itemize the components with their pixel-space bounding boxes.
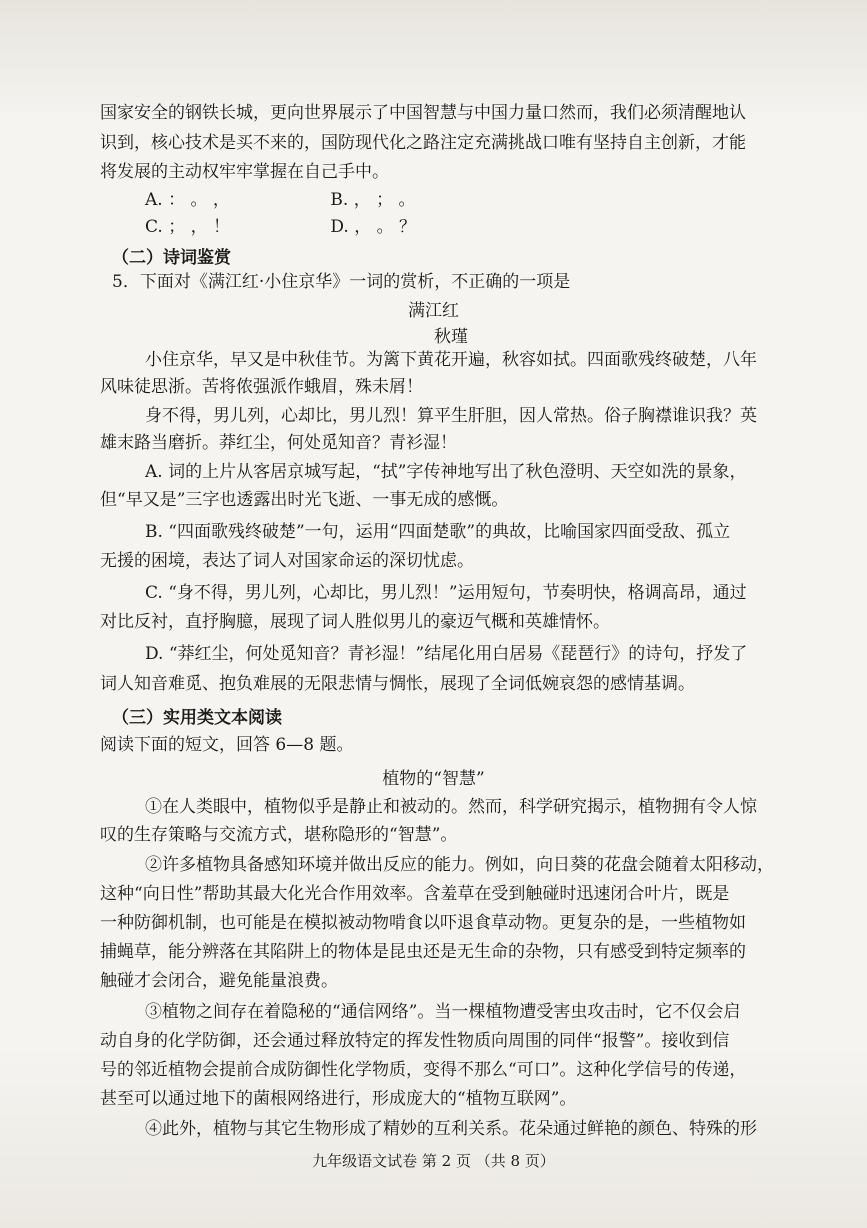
q4-option-a: A. ： 。 ， — [145, 190, 230, 210]
article-line: 叹的生存策略与交流方式，堪称隐形的“智慧”。 — [100, 825, 458, 845]
poem-line: 雄末路当磨折。莽红尘，何处觅知音？青衫湿！ — [100, 433, 457, 453]
choice-line: 词人知音难觅、抱负难展的无限悲情与惆怅，展现了全词低婉哀怨的感情基调。 — [100, 674, 695, 694]
article-line: 一种防御机制，也可能是在模拟被动物啃食以吓退食草动物。更复杂的是，一些植物如 — [100, 913, 746, 933]
choice-line: B. “四面歌残终破楚”一句，运用“四面楚歌”的典故，比喻国家四面受敌、孤立 — [145, 522, 731, 542]
article-line: 触碰才会闭合，避免能量浪费。 — [100, 971, 338, 991]
page-footer: 九年级语文试卷 第 2 页 （共 8 页） — [312, 1152, 555, 1170]
choice-line: 对比反衬，直抒胸臆，展现了词人胜似男儿的豪迈气概和英雄情怀。 — [100, 612, 610, 632]
poem-title: 满江红 — [408, 301, 459, 321]
article-line: 捕蝇草，能分辨落在其陷阱上的物体是昆虫还是无生命的杂物，只有感受到特定频率的 — [100, 942, 746, 962]
q4-option-d: D. ， 。 ？ — [330, 217, 417, 237]
choice-line: C. “身不得，男儿列，心却比，男儿烈！”运用短句，节奏明快，格调高昂，通过 — [145, 583, 747, 603]
article-line: 甚至可以通过地下的菌根网络进行，形成庞大的“植物互联网”。 — [100, 1089, 577, 1109]
poem-line: 身不得，男儿列，心却比，男儿烈！算平生肝胆，因人常热。俗子胸襟谁识我？英 — [145, 406, 757, 426]
article-line: ②许多植物具备感知环境并做出反应的能力。例如，向日葵的花盘会随着太阳移动， — [145, 855, 774, 875]
article-title: 植物的“智慧” — [382, 769, 485, 789]
choice-line: 但“早又是”三字也透露出时光飞逝、一事无成的感慨。 — [100, 490, 509, 510]
choice-line: D. “莽红尘，何处觅知音？青衫湿！”结尾化用白居易《琵琶行》的诗句，抒发了 — [145, 644, 748, 664]
choice-line: A. 词的上片从客居京城写起，“拭”字传神地写出了秋色澄明、天空如洗的景象， — [145, 462, 747, 482]
reading-intro: 阅读下面的短文，回答 6—8 题。 — [100, 735, 354, 755]
article-line: 这种“向日性”帮助其最大化光合作用效率。含羞草在受到触碰时迅速闭合叶片，既是 — [100, 884, 730, 904]
section-heading: （二）诗词鉴赏 — [112, 248, 231, 268]
q4-options-row-2 — [145, 215, 510, 239]
section-heading: （三）实用类文本阅读 — [112, 708, 282, 728]
q4-option-b: B. ， ； 。 — [330, 190, 416, 210]
article-line: 动自身的化学防御，还会通过释放特定的挥发性物质向周围的同伴“报警”。接收到信 — [100, 1031, 730, 1051]
article-line: ③植物之间存在着隐秘的“通信网络”。当一棵植物遭受害虫攻击时，它不仅会启 — [145, 1002, 741, 1022]
question-5: 5．下面对《满江红·小住京华》一词的赏析，不正确的一项是 — [112, 272, 571, 292]
article-line: 号的邻近植物会提前合成防御性化学物质，变得不那么“可口”。这种化学信号的传递， — [100, 1060, 747, 1080]
passage-line: 将发展的主动权牢牢掌握在自己手中。 — [100, 162, 389, 182]
poem-line: 风味徒思浙。苦将侬强派作蛾眉，殊未屑！ — [100, 377, 423, 397]
article-line: ④此外，植物与其它生物形成了精妙的互利关系。花朵通过鲜艳的颜色、特殊的形 — [145, 1119, 757, 1139]
passage-line: 识到，核心技术是买不来的，国防现代化之路注定充满挑战口唯有坚持自主创新，才能 — [100, 133, 746, 153]
choice-line: 无援的困境，表达了词人对国家命运的深切忧虑。 — [100, 551, 474, 571]
article-line: ①在人类眼中，植物似乎是静止和被动的。然而，科学研究揭示，植物拥有令人惊 — [145, 797, 757, 817]
poem-line: 小住京华，早又是中秋佳节。为篱下黄花开遍，秋容如拭。四面歌残终破楚，八年 — [145, 350, 757, 370]
passage-line: 国家安全的钢铁长城，更向世界展示了中国智慧与中国力量口然而，我们必须清醒地认 — [100, 103, 746, 123]
poem-author: 秋瑾 — [434, 327, 468, 347]
q4-options-row-1 — [145, 188, 510, 212]
q4-option-c: C. ； ， ！ — [145, 217, 231, 237]
